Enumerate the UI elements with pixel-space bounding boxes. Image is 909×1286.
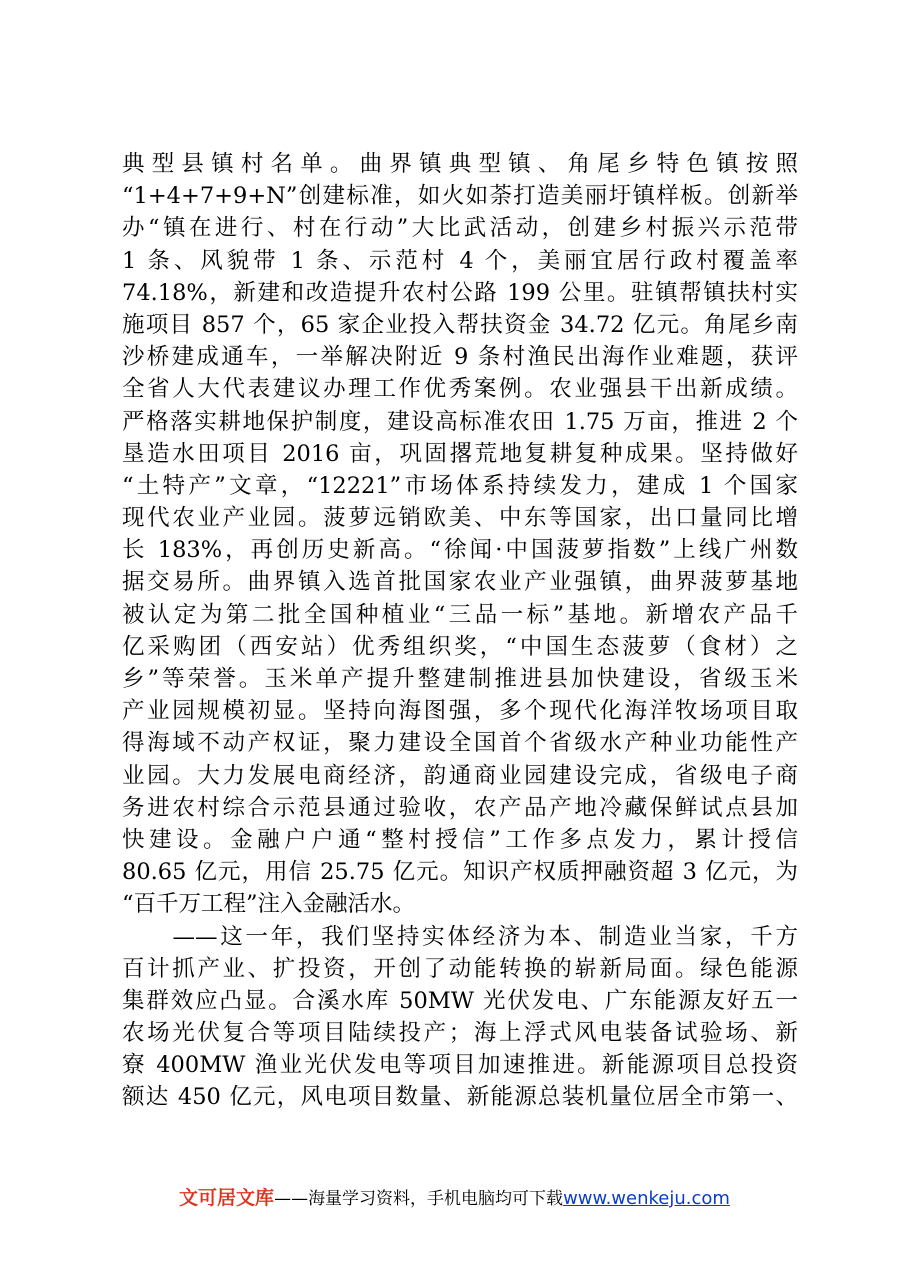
text-line: “百千万工程”注入金融活水。: [122, 891, 416, 918]
text-line: 业园。大力发展电商经济，韵通商业园建设完成，省级电子商: [122, 762, 798, 789]
text-line: 典型县镇村名单。曲界镇典型镇、角尾乡特色镇按照: [122, 151, 798, 177]
text-line: 长 183%，再创历史新高。“徐闻·中国菠萝指数”上线广州数: [122, 537, 798, 564]
brand-name: 文可居文库: [179, 1187, 275, 1209]
text-line: 1 条、风貌带 1 条、示范村 4 个，美丽宜居行政村覆盖率: [122, 247, 798, 274]
text-line: 集群效应凸显。合溪水库 50MW 光伏发电、广东能源友好五一: [122, 987, 798, 1014]
text-line: 施项目 857 个，65 家企业投入帮扶资金 34.72 亿元。角尾乡南: [122, 311, 798, 338]
text-line: 亿采购团（西安站）优秀组织奖，“中国生态菠萝（食材）之: [122, 633, 798, 660]
text-line: 得海域不动产权证，聚力建设全国首个省级水产种业功能性产: [122, 730, 798, 757]
text-line: 严格落实耕地保护制度，建设高标准农田 1.75 万亩，推进 2 个: [122, 408, 798, 435]
website-link[interactable]: www.wenkeju.com: [563, 1188, 730, 1209]
body-text: [122, 148, 798, 1114]
text-line: 据交易所。曲界镇入选首批国家农业产业强镇，曲界菠萝基地: [122, 569, 798, 596]
text-line: 全省人大代表建议办理工作优秀案例。农业强县干出新成绩。: [122, 376, 798, 403]
text-line: 快建设。金融户户通“整村授信”工作多点发力，累计授信: [122, 826, 798, 853]
text-line: 百计抓产业、扩投资，开创了动能转换的崭新局面。绿色能源: [122, 955, 798, 982]
footer-tagline: ——海量学习资料，手机电脑均可下载: [274, 1189, 564, 1209]
text-line: ——这一年，我们坚持实体经济为本、制造业当家，千方: [122, 923, 798, 950]
text-line: 被认定为第二批全国种植业“三品一标”基地。新增农产品千: [122, 601, 798, 628]
footer-banner: [0, 1183, 909, 1210]
text-line: 额达 450 亿元，风电项目数量、新能源总装机量位居全市第一、: [122, 1084, 798, 1111]
text-line: 80.65 亿元，用信 25.75 亿元。知识产权质押融资超 3 亿元，为: [122, 859, 798, 886]
text-line: 现代农业产业园。菠萝远销欧美、中东等国家，出口量同比增: [122, 505, 798, 532]
text-line: “土特产”文章，“12221”市场体系持续发力，建成 1 个国家: [122, 472, 798, 499]
text-line: 办“镇在进行、村在行动”大比武活动，创建乡村振兴示范带: [122, 215, 798, 242]
text-line: “1+4+7+9+N”创建标准，如火如荼打造美丽圩镇样板。创新举: [122, 183, 798, 210]
text-line: 74.18%，新建和改造提升农村公路 199 公里。驻镇帮镇扶村实: [122, 279, 798, 306]
text-line: 务进农村综合示范县通过验收，农产品产地冷藏保鲜试点县加: [122, 794, 798, 821]
text-line: 乡”等荣誉。玉米单产提升整建制推进县加快建设，省级玉米: [122, 666, 798, 692]
text-line: 垦造水田项目 2016 亩，巩固撂荒地复耕复种成果。坚持做好: [122, 440, 798, 467]
text-line: 寮 400MW 渔业光伏发电等项目加速推进。新能源项目总投资: [122, 1052, 798, 1079]
text-line: 沙桥建成通车，一举解决附近 9 条村渔民出海作业难题，获评: [122, 344, 798, 371]
text-line: 农场光伏复合等项目陆续投产；海上浮式风电装备试验场、新: [122, 1020, 798, 1047]
text-line: 产业园规模初显。坚持向海图强，多个现代化海洋牧场项目取: [122, 698, 798, 725]
